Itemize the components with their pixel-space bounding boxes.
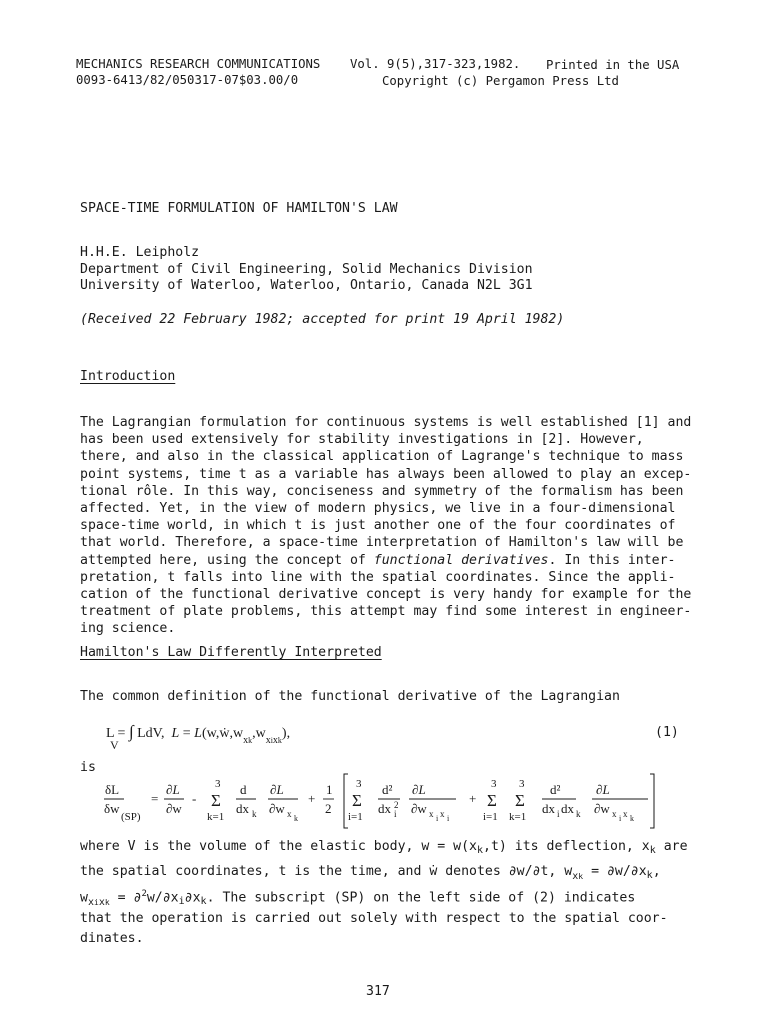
intro-line: affected. Yet, in the view of modern physics, we live in a four-dimensional — [80, 501, 676, 517]
svg-text:1: 1 — [326, 782, 333, 797]
after-eq-line-4: that the operation is carried out solely with respect to the spatial coor- — [80, 911, 668, 926]
intro-line: there, and also in the classical application of Lagrange's technique to mass — [80, 449, 684, 465]
after-eq-line-1: where V is the volume of the elastic body, $w = w(x_k,t)$ its deflection, $x_k$ are — [80, 839, 688, 856]
svg-text:∂w: ∂w — [269, 801, 285, 816]
equation-1-integral-domain: V — [110, 738, 119, 752]
after-eq-line-3-text: w — [80, 890, 88, 906]
svg-text:i=1: i=1 — [348, 811, 363, 823]
svg-text:∂w: ∂w — [166, 801, 182, 816]
svg-text:2: 2 — [394, 800, 399, 810]
svg-text:Σ: Σ — [352, 791, 362, 810]
svg-text:x: x — [612, 809, 617, 819]
intro-line: tional rôle. In this way, conciseness and symmetry of the formalism has been — [80, 483, 684, 499]
intro-line: The Lagrangian formulation for continuous systems is well established [1] and — [80, 415, 692, 430]
equation-1: L = ∫ LdV, $L = L(w,ẇ,w_{xk},w_{xixk})$, — [106, 722, 291, 746]
intro-line: space-time world, in which t is just another one of the four coordinates of — [80, 518, 676, 534]
after-eq-line-1-text: where V is the volume of the elastic body, w = w(x — [80, 839, 477, 854]
svg-text:x: x — [623, 809, 628, 819]
svg-text:i=1: i=1 — [483, 811, 498, 823]
svg-text:=: = — [151, 791, 159, 806]
svg-text:∂w: ∂w — [411, 801, 427, 816]
svg-text:k: k — [294, 814, 298, 823]
received-dates: (Received 22 February 1982; accepted for print 19 April 1982) — [80, 312, 565, 327]
svg-text:x: x — [440, 809, 445, 819]
svg-text:d²: d² — [382, 782, 393, 797]
svg-text:d²: d² — [550, 782, 561, 797]
after-eq-line-2: the spatial coordinates, t is the time, and ẇ denotes ∂w/∂t, $w_{xk} = \partial w/\partial x_k$, — [80, 864, 661, 882]
svg-text:3: 3 — [215, 778, 221, 790]
after-eq-line-5: dinates. — [80, 931, 144, 946]
svg-text:∂L: ∂L — [270, 782, 284, 797]
svg-text:∂L: ∂L — [596, 782, 610, 797]
svg-text:Σ: Σ — [487, 791, 497, 810]
svg-text:k: k — [576, 809, 581, 819]
intro-line: has been used extensively for stability investigations in [2]. However, — [80, 432, 644, 448]
svg-text:k=1: k=1 — [509, 811, 527, 823]
functional-derivatives-emphasis: functional derivatives — [373, 552, 549, 568]
section-intro-text: The common definition of the functional derivative of the Lagrangian — [80, 689, 620, 704]
eq2-delta-L: δL — [105, 782, 120, 797]
equation-2 — [76, 770, 676, 836]
author: H.H.E. Leipholz — [80, 245, 200, 260]
svg-text:Σ: Σ — [515, 791, 525, 810]
svg-text:d: d — [240, 782, 247, 797]
affiliation-line-2: University of Waterloo, Waterloo, Ontario, Canada N2L 3G1 — [80, 278, 533, 293]
equation-1-number: (1) — [655, 725, 679, 740]
svg-text:∂L: ∂L — [166, 782, 180, 797]
intro-line: that world. Therefore, a space-time interpretation of Hamilton's law will be — [80, 535, 684, 551]
svg-text:dx: dx — [236, 801, 249, 816]
svg-text:Σ: Σ — [211, 791, 221, 810]
svg-text:i: i — [394, 809, 397, 819]
intro-line: treatment of plate problems, this attempt may find some interest in engineer- — [80, 604, 692, 620]
intro-line-9-end: . In this inter- — [548, 552, 676, 568]
article-title: SPACE-TIME FORMULATION OF HAMILTON'S LAW — [80, 201, 398, 216]
svg-text:i: i — [447, 814, 450, 823]
intro-line: cation of the functional derivative concept is very handy for example for the — [80, 587, 692, 603]
svg-text:i: i — [619, 814, 622, 823]
affiliation-line-1: Department of Civil Engineering, Solid Mechanics Division — [80, 262, 533, 277]
svg-text:dx: dx — [378, 801, 391, 816]
printed-note: Printed in the USA — [546, 58, 680, 72]
svg-text:+: + — [469, 791, 477, 806]
svg-text:k: k — [252, 809, 257, 819]
svg-text:-: - — [192, 791, 197, 806]
svg-text:i: i — [557, 809, 560, 819]
svg-text:k=1: k=1 — [207, 811, 225, 823]
svg-text:i: i — [436, 814, 439, 823]
after-eq-line-2-text: the spatial coordinates, t is the time, and ẇ denotes ∂w/∂t, w — [80, 864, 573, 879]
svg-text:3: 3 — [356, 778, 362, 790]
eq2-delta-w: δw — [104, 801, 120, 816]
svg-text:3: 3 — [491, 778, 497, 790]
svg-text:∂L: ∂L — [412, 782, 426, 797]
intro-line-9-start: attempted here, using the concept of — [80, 552, 374, 568]
svg-text:x: x — [287, 809, 292, 819]
volume-info: Vol. 9(5),317-323,1982. — [350, 57, 521, 71]
is-label: is — [80, 760, 96, 775]
svg-text:2: 2 — [325, 801, 332, 816]
section-heading-hamilton: Hamilton's Law Differently Interpreted — [80, 645, 382, 660]
svg-text:3: 3 — [519, 778, 525, 790]
svg-text:x: x — [429, 809, 434, 819]
svg-text:k: k — [630, 814, 634, 823]
svg-text:∂w: ∂w — [594, 801, 610, 816]
svg-text:+: + — [308, 791, 316, 806]
introduction-paragraph — [80, 414, 690, 638]
intro-line: point systems, time t as a variable has always been allowed to play an excep- — [80, 466, 692, 482]
svg-text:dx: dx — [542, 801, 555, 816]
article-code: 0093-6413/82/050317-07$03.00/0 — [76, 73, 299, 87]
intro-line: pretation, t falls into line with the spatial coordinates. Since the appli- — [80, 569, 676, 585]
after-eq-line-3: $w_{xixk} = \partial^2w/\partial x_i\partial x_k$. The subscript (SP) on the left side of (2) indicates — [80, 889, 636, 909]
introduction-heading: Introduction — [80, 369, 176, 384]
journal-name: MECHANICS RESEARCH COMMUNICATIONS — [76, 57, 321, 71]
intro-line — [80, 552, 690, 569]
copyright-note: Copyright (c) Pergamon Press Ltd — [382, 74, 619, 88]
svg-text:dx: dx — [561, 801, 574, 816]
page-number: 317 — [366, 984, 390, 999]
svg-text:(SP): (SP) — [121, 811, 141, 823]
intro-line: ing science. — [80, 621, 176, 637]
